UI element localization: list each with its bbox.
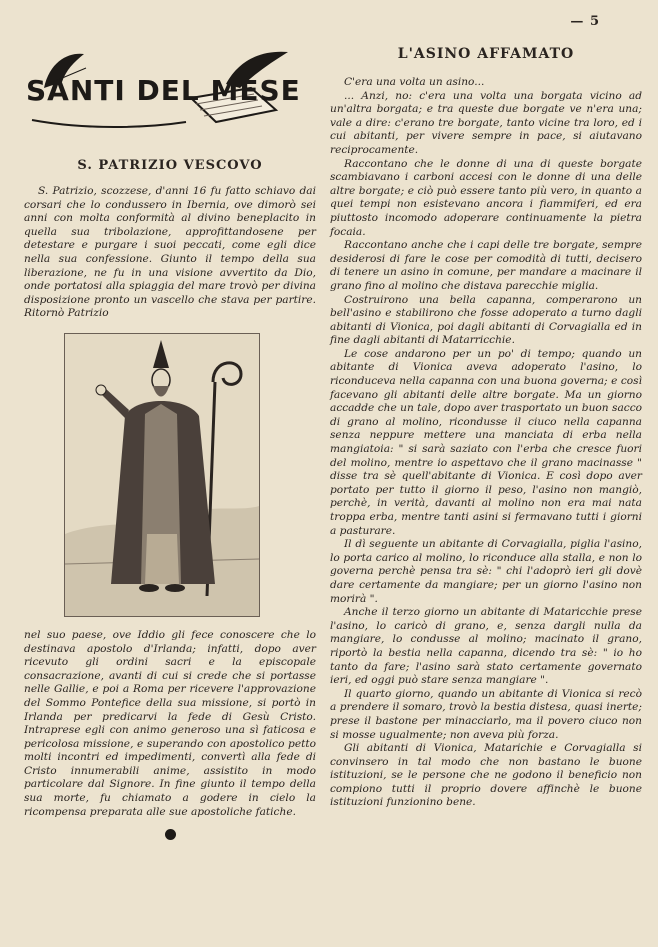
asino-paragraph: C'era una volta un asino...	[344, 76, 485, 88]
page-number: — 5	[570, 14, 600, 29]
left-column	[24, 48, 316, 840]
saint-patrick-bishop-figure	[65, 334, 259, 616]
patrizio-text-bottom	[24, 629, 316, 819]
asino-paragraph: Costruirono una bella capanna, comperarono un bell'asino e stabilirono che fosse adoperato a turno dagli abitanti di Vionica, poi dagli abitanti di Corvagialla ed in fine dagli abitanti di Matarricchie.	[330, 293, 642, 347]
asino-text	[330, 76, 642, 810]
asino-paragraph: Il dì seguente un abitante di Corvagialla, piglia l'asino, lo porta carico al molino, lo riconduce alla stalla, e non lo governa perchè pensa tra sè: " chi l'adoprò ieri gli dovè dare certamente da mangiare; per un giorno l'asino non morirà ".	[330, 538, 642, 605]
banner-title: SANTI DEL MESE	[26, 74, 301, 107]
asino-paragraph: Anche il terzo giorno un abitante di Mataricchie prese l'asino, lo caricò di grano, e, senza dargli nulla da mangiare, lo condusse al molino; macinato il grano, riportò la bestia nella capanna, dicendo tra sè: " io ho tanto da fare; l'asino sarà stato certamente governato ieri, ed oggi può stare senza mangiare ".	[330, 606, 642, 687]
santi-del-mese-banner	[26, 48, 301, 140]
asino-paragraph: Il quarto giorno, quando un abitante di Vionica si recò a prendere il somaro, trovò la bestia distesa, quasi inerte; prese il bastone per minacciarlo, ma il povero ciuco non si mosse ugualmente; non aveva più forza.	[330, 687, 642, 741]
patrizio-paragraph-1: S. Patrizio, scozzese, d'anni 16 fu fatto schiavo dai corsari che lo condussero in Ibernia, ove dimorò sei anni con molta conformità al divino beneplacito in quella sua tribolazione, approfittandosene per detestare e purgare i suoi peccati, come egli dice nella sua confessione. Giunto il tempo della sua liberazione, ne fu in una visione avvertito da Dio, onde portatosi alla spiaggia del mare trovò per divina disposizione pronto un vascello che stava per partire. Ritornò Patrizio	[24, 185, 316, 320]
asino-paragraph: Gli abitanti di Vionica, Matarichie e Corvagialla si convinsero in tal modo che non bastano le buone istituzioni, se le persone che ne godono il beneficio non compiono tutti il proprio dovere affinchè le buone istituzioni funzionino bene.	[330, 742, 642, 809]
patrizio-text-top	[24, 185, 316, 321]
saint-patrick-illustration	[64, 333, 260, 617]
article-title-patrizio: S. PATRIZIO VESCOVO	[77, 158, 263, 173]
right-column	[330, 46, 642, 810]
asino-paragraph: ... Anzi, no: c'era una volta una borgata vicino ad un'altra borgata; e tra queste due borgate ve n'era una; vale a dire: c'erano tre borgate, tanto vicine tra loro, ed i cui abitanti, per vivere sempre in pace, si aiutavano reciprocamente.	[330, 89, 642, 156]
article-title-asino: L'ASINO AFFAMATO	[397, 46, 575, 62]
crozier-icon	[213, 363, 241, 385]
asino-paragraph: Raccontano anche che i capi delle tre borgate, sempre desiderosi di fare le cose per comodità di tutti, decisero di tenere un asino in comune, per mandare a macinare il grano fino al molino che distava parecchie miglia.	[330, 239, 642, 292]
mitre-icon	[153, 340, 169, 368]
asino-paragraph: Raccontano che le donne di una di queste borgate scambiavano i carboni accesi con le donne di una delle altre borgate; e ciò può essere tanto più vero, in quanto a quei tempi non esistevano ancora i fiammiferi, ed era piuttosto incomodo adoperare continuamente la pietra focaia.	[330, 157, 642, 238]
asino-paragraph: Le cose andarono per un po' di tempo; quando un abitante di Vionica aveva adoperato l'asino, lo riconduceva nella capanna con una buona governa; e così facevano gli abitanti delle altre borgate. Ma un giorno accadde che un tale, dopo aver trasportato un buon sacco di grano al molino, ricondusse il ciuco nella capanna senza neppure mettere una manciata di erba nella mangiatoia: " si sarà saziato con l'erba che cresce fuori del molino, mentre io aspettavo che il grano macinasse " disse tra sè quell'abitante di Vionica. E così dopo aver portato per tutto il giorno il peso, l'asino non mangiò, perchè, in verità, davanti al molino non era mai nata troppa erba, mentre tanti asini si fermavano tutti i giorni a pasturare.	[330, 347, 642, 537]
patrizio-paragraph-2: nel suo paese, ove Iddio gli fece conoscere che lo destinava apostolo d'Irlanda; infatti, dopo aver ricevuto gli ordini sacri e la episcopale consacrazione, avanti di cui si crede che si portasse nelle Gallie, e poi a Roma per ricevere l'approvazione del Sommo Pontefice della sua missione, si portò in Irlanda per predicarvi la fede di Gesù Cristo. Intraprese egli con animo generoso una sì faticosa e pericolosa missione, e superando con apostolico petto molti incontri ed impedimenti, convertì alla fede di Cristo innumerabili anime, assistito in modo particolare dal Signore. In fine giunto il tempo della sua morte, fu chiamato a godere in cielo la ricompensa preparata alle sue apostoliche fatiche.	[24, 628, 316, 818]
end-bullet-icon	[165, 829, 176, 840]
